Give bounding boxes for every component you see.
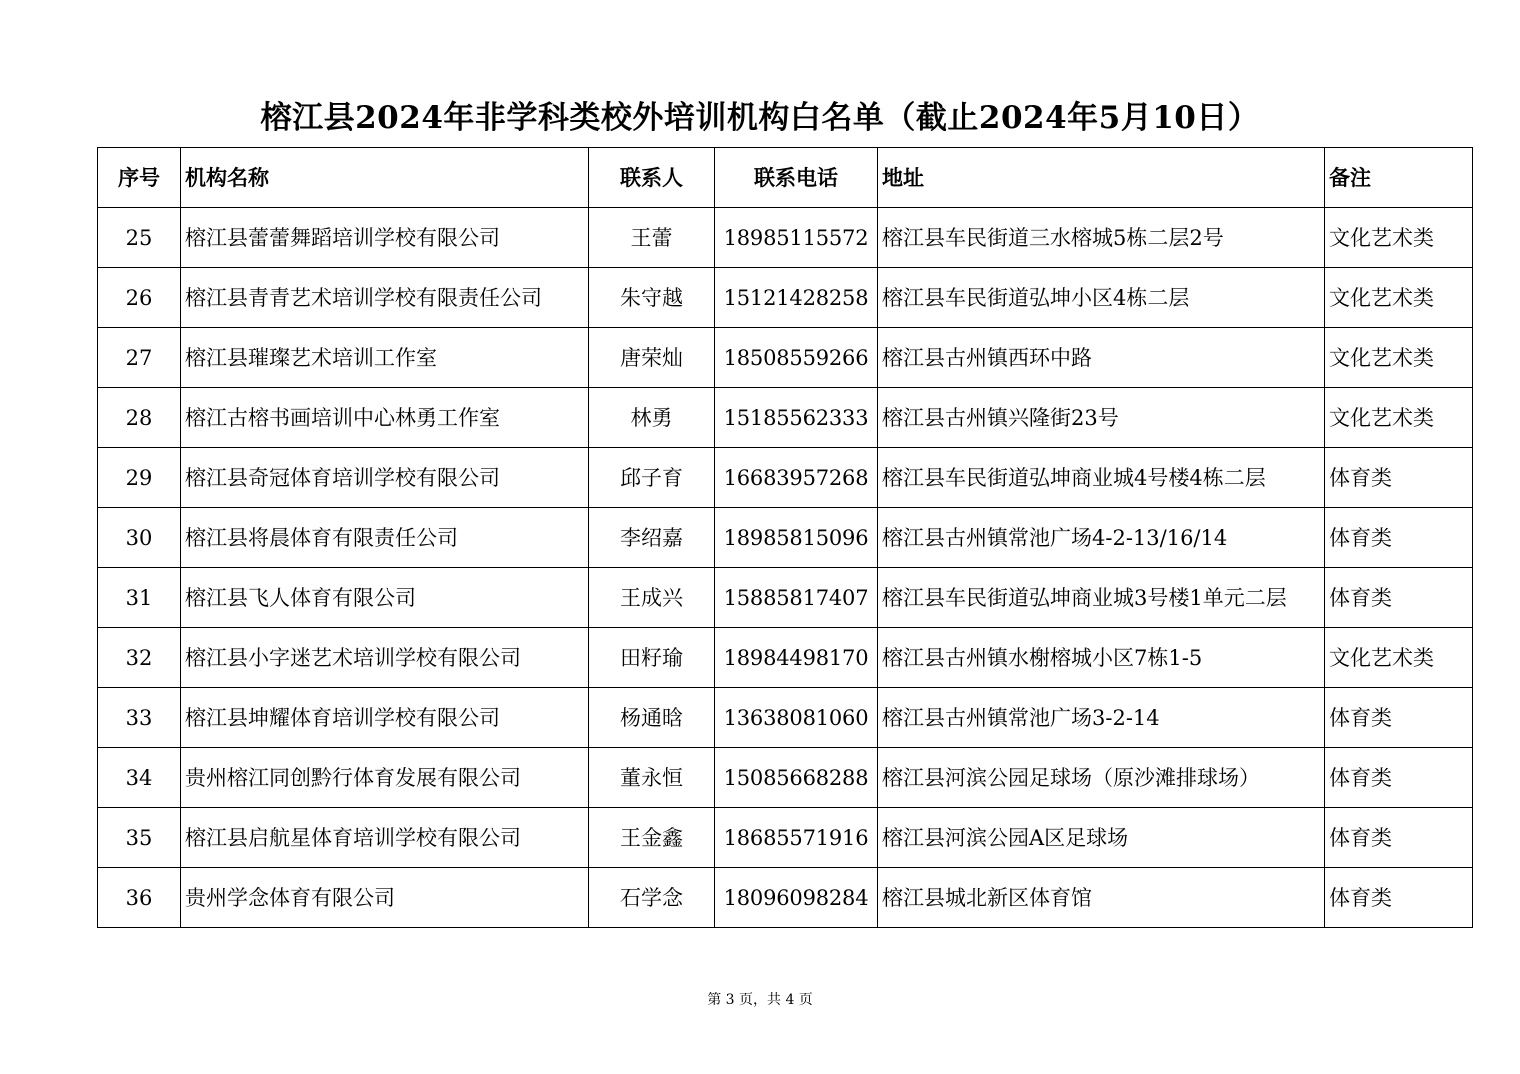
cell-phone: 18096098284 <box>715 868 878 928</box>
cell-note: 文化艺术类 <box>1325 628 1473 688</box>
cell-index: 29 <box>98 448 181 508</box>
cell-phone: 18508559266 <box>715 328 878 388</box>
cell-note: 体育类 <box>1325 508 1473 568</box>
cell-name: 榕江县璀璨艺术培训工作室 <box>181 328 589 388</box>
cell-phone: 18984498170 <box>715 628 878 688</box>
cell-name: 榕江县小字迷艺术培训学校有限公司 <box>181 628 589 688</box>
cell-note: 文化艺术类 <box>1325 388 1473 448</box>
header-note: 备注 <box>1325 148 1473 208</box>
cell-address: 榕江县车民街道弘坤商业城4号楼4栋二层 <box>878 448 1325 508</box>
cell-phone: 16683957268 <box>715 448 878 508</box>
table-row <box>98 748 1473 808</box>
header-phone: 联系电话 <box>715 148 878 208</box>
cell-note: 体育类 <box>1325 748 1473 808</box>
cell-contact: 杨通晗 <box>589 688 715 748</box>
page-footer: 第 3 页，共 4 页 <box>707 992 813 1008</box>
cell-phone: 18985815096 <box>715 508 878 568</box>
cell-address: 榕江县古州镇常池广场3-2-14 <box>878 688 1325 748</box>
cell-index: 35 <box>98 808 181 868</box>
cell-phone: 15085668288 <box>715 748 878 808</box>
table-row <box>98 868 1473 928</box>
cell-phone: 13638081060 <box>715 688 878 748</box>
cell-note: 体育类 <box>1325 688 1473 748</box>
cell-index: 27 <box>98 328 181 388</box>
header-contact: 联系人 <box>589 148 715 208</box>
cell-phone: 15885817407 <box>715 568 878 628</box>
cell-name: 榕江县飞人体育有限公司 <box>181 568 589 628</box>
cell-contact: 林勇 <box>589 388 715 448</box>
institution-table <box>97 147 1473 928</box>
cell-contact: 石学念 <box>589 868 715 928</box>
table-row <box>98 628 1473 688</box>
cell-contact: 唐荣灿 <box>589 328 715 388</box>
cell-index: 31 <box>98 568 181 628</box>
cell-name: 榕江县青青艺术培训学校有限责任公司 <box>181 268 589 328</box>
cell-contact: 邱子育 <box>589 448 715 508</box>
cell-contact: 田籽瑜 <box>589 628 715 688</box>
cell-contact: 王成兴 <box>589 568 715 628</box>
cell-contact: 李绍嘉 <box>589 508 715 568</box>
cell-note: 体育类 <box>1325 868 1473 928</box>
cell-index: 36 <box>98 868 181 928</box>
cell-phone: 15185562333 <box>715 388 878 448</box>
cell-name: 贵州学念体育有限公司 <box>181 868 589 928</box>
table-row <box>98 508 1473 568</box>
cell-index: 33 <box>98 688 181 748</box>
table-row <box>98 328 1473 388</box>
cell-contact: 朱守越 <box>589 268 715 328</box>
cell-index: 30 <box>98 508 181 568</box>
cell-index: 34 <box>98 748 181 808</box>
cell-address: 榕江县车民街道三水榕城5栋二层2号 <box>878 208 1325 268</box>
cell-phone: 18985115572 <box>715 208 878 268</box>
cell-note: 体育类 <box>1325 568 1473 628</box>
cell-index: 26 <box>98 268 181 328</box>
table-row <box>98 388 1473 448</box>
cell-address: 榕江县古州镇西环中路 <box>878 328 1325 388</box>
table-row <box>98 208 1473 268</box>
table-row <box>98 808 1473 868</box>
cell-contact: 王金鑫 <box>589 808 715 868</box>
header-name: 机构名称 <box>181 148 589 208</box>
cell-note: 体育类 <box>1325 448 1473 508</box>
cell-address: 榕江县河滨公园A区足球场 <box>878 808 1325 868</box>
table-row <box>98 268 1473 328</box>
cell-address: 榕江县古州镇兴隆街23号 <box>878 388 1325 448</box>
cell-address: 榕江县古州镇常池广场4-2-13/16/14 <box>878 508 1325 568</box>
cell-address: 榕江县车民街道弘坤小区4栋二层 <box>878 268 1325 328</box>
cell-name: 榕江县奇冠体育培训学校有限公司 <box>181 448 589 508</box>
cell-index: 28 <box>98 388 181 448</box>
cell-index: 25 <box>98 208 181 268</box>
cell-name: 贵州榕江同创黔行体育发展有限公司 <box>181 748 589 808</box>
cell-note: 体育类 <box>1325 808 1473 868</box>
cell-address: 榕江县河滨公园足球场（原沙滩排球场） <box>878 748 1325 808</box>
table-row <box>98 568 1473 628</box>
cell-address: 榕江县城北新区体育馆 <box>878 868 1325 928</box>
header-index: 序号 <box>98 148 181 208</box>
cell-name: 榕江古榕书画培训中心林勇工作室 <box>181 388 589 448</box>
cell-address: 榕江县车民街道弘坤商业城3号楼1单元二层 <box>878 568 1325 628</box>
cell-note: 文化艺术类 <box>1325 208 1473 268</box>
table-row <box>98 448 1473 508</box>
cell-name: 榕江县启航星体育培训学校有限公司 <box>181 808 589 868</box>
header-address: 地址 <box>878 148 1325 208</box>
cell-phone: 18685571916 <box>715 808 878 868</box>
cell-note: 文化艺术类 <box>1325 268 1473 328</box>
cell-name: 榕江县蕾蕾舞蹈培训学校有限公司 <box>181 208 589 268</box>
cell-phone: 15121428258 <box>715 268 878 328</box>
cell-contact: 董永恒 <box>589 748 715 808</box>
cell-contact: 王蕾 <box>589 208 715 268</box>
cell-name: 榕江县坤耀体育培训学校有限公司 <box>181 688 589 748</box>
document-title: 榕江县2024年非学科类校外培训机构白名单（截止2024年5月10日） <box>260 100 1260 136</box>
cell-address: 榕江县古州镇水榭榕城小区7栋1-5 <box>878 628 1325 688</box>
table-row <box>98 688 1473 748</box>
table-header-row <box>98 148 1473 208</box>
cell-index: 32 <box>98 628 181 688</box>
cell-note: 文化艺术类 <box>1325 328 1473 388</box>
cell-name: 榕江县将晨体育有限责任公司 <box>181 508 589 568</box>
